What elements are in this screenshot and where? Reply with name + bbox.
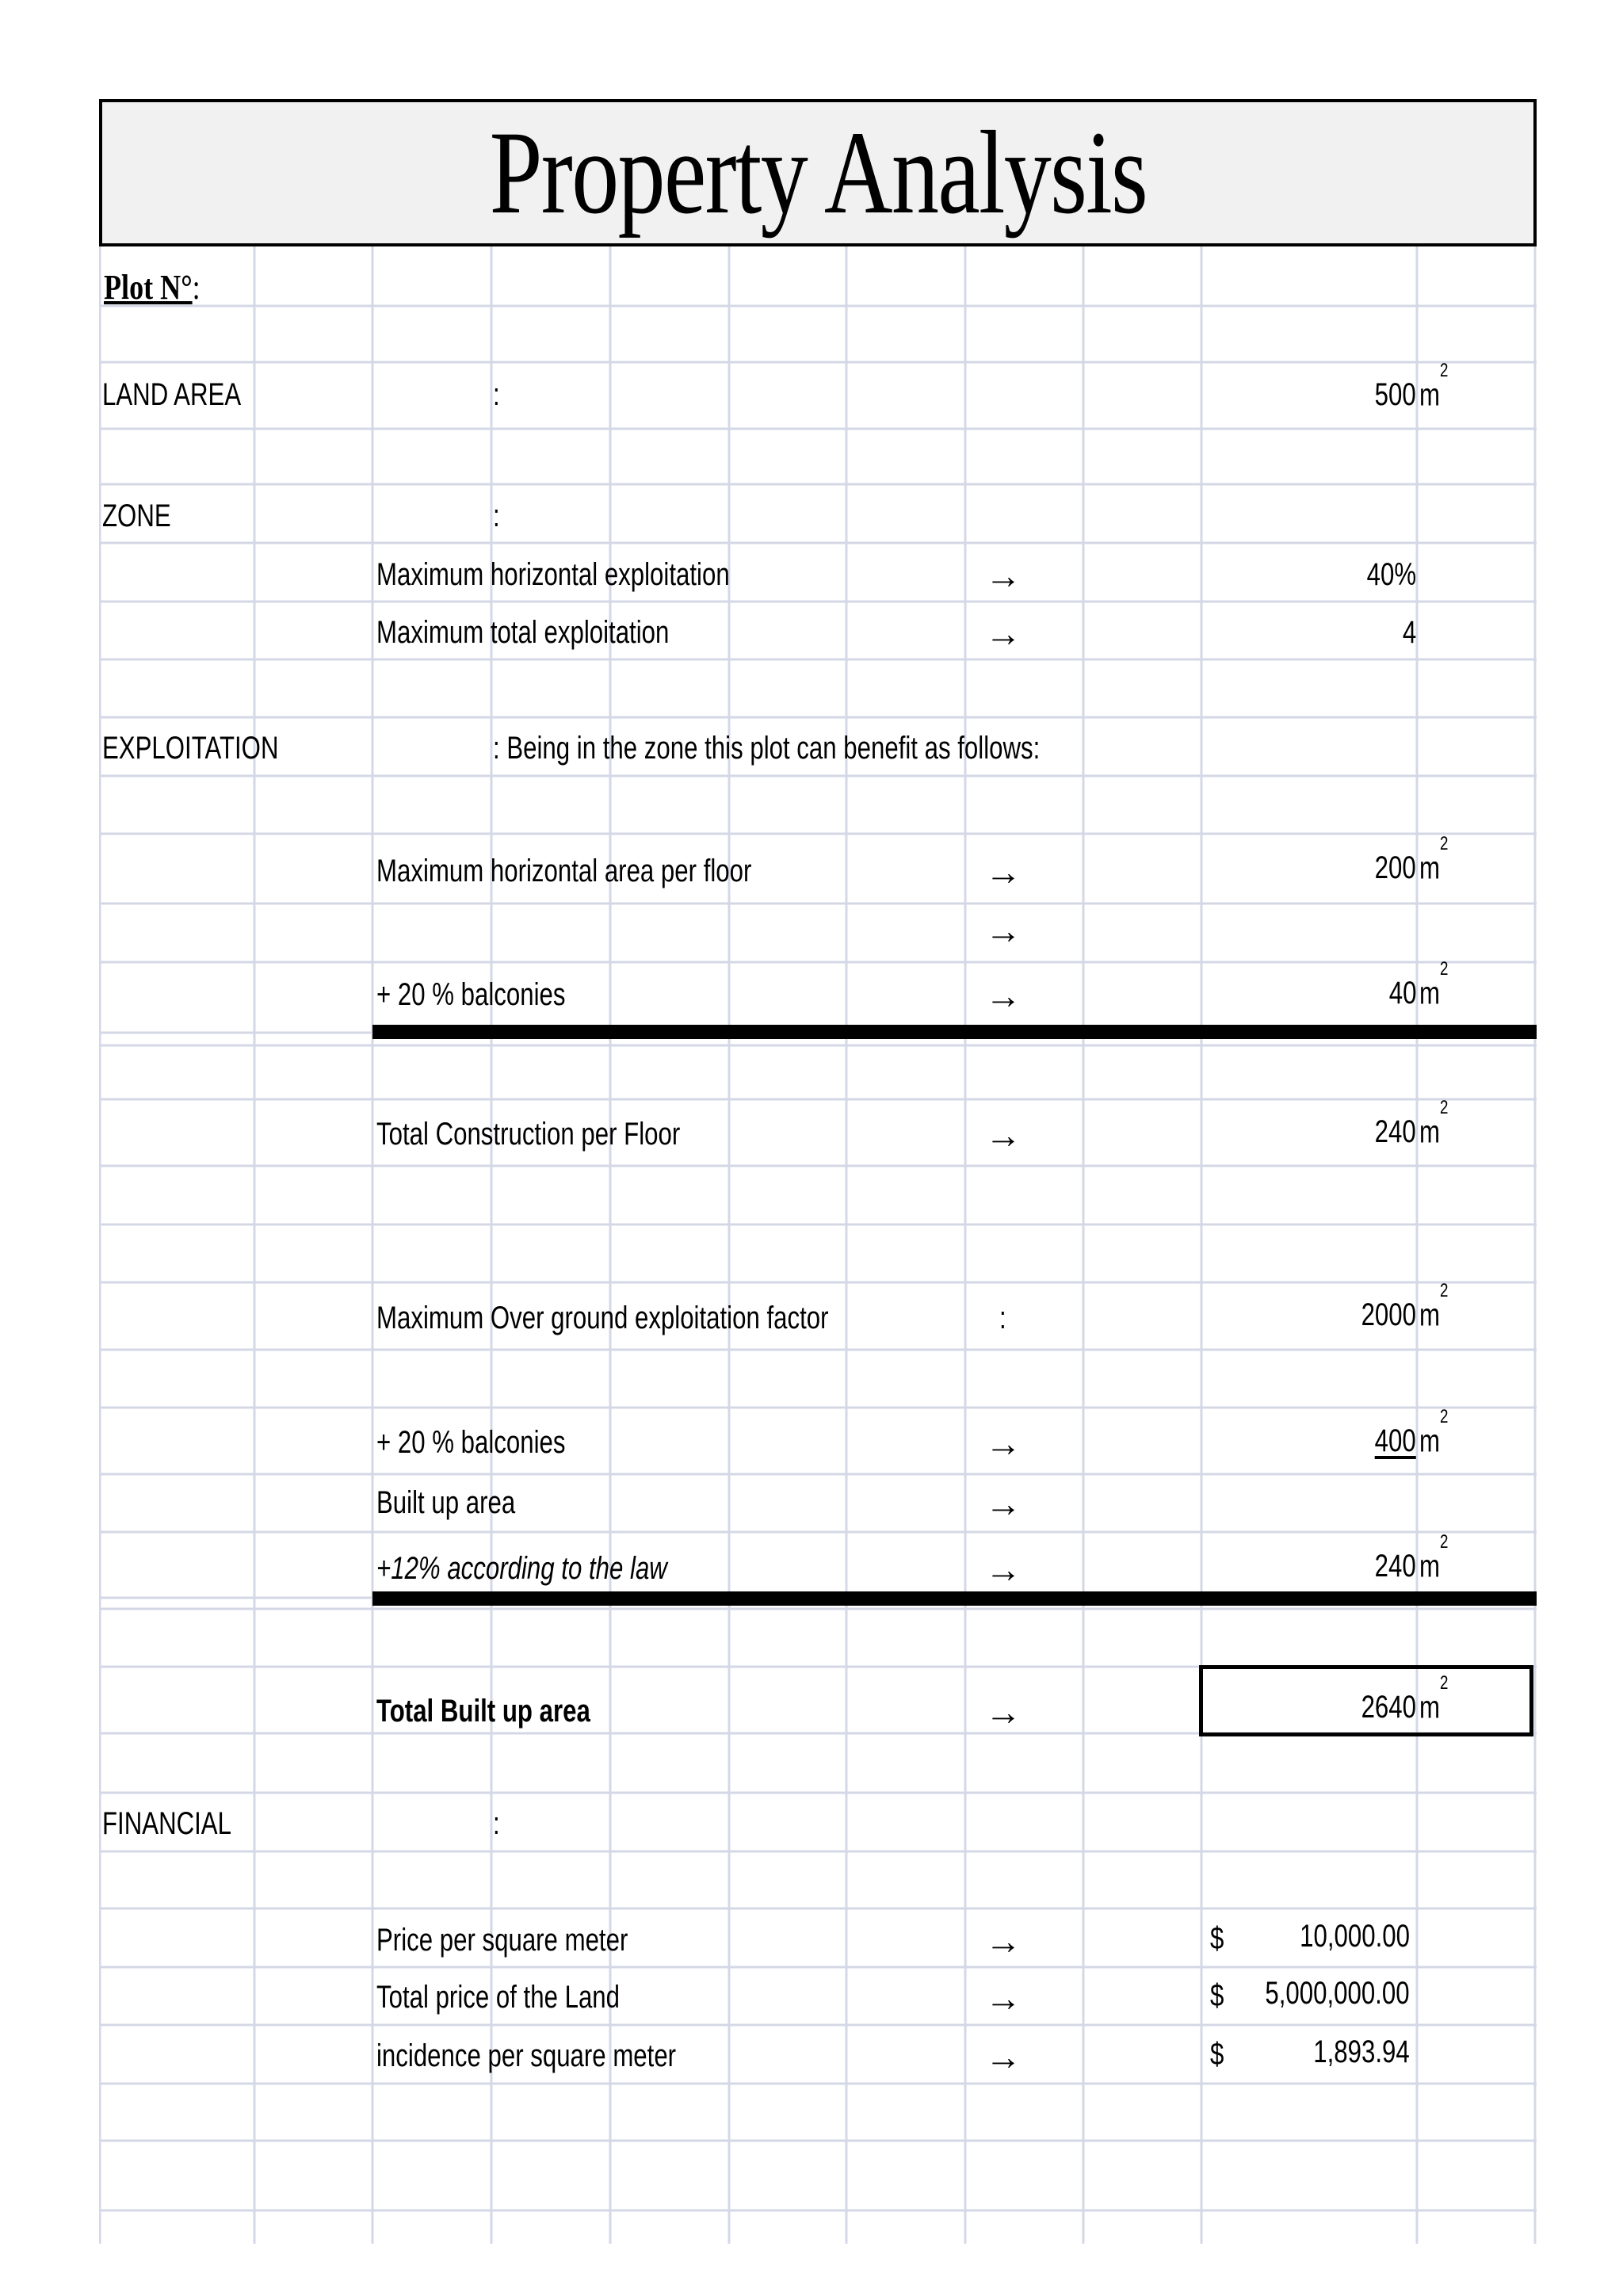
balconies-label: + 20 % balconies xyxy=(376,977,566,1012)
land-area-unit: $m^2$ xyxy=(1419,360,1449,413)
arrow-icon: → xyxy=(985,1920,1022,1962)
land-area-label: LAND AREA xyxy=(102,377,242,412)
exploitation-label: EXPLOITATION xyxy=(102,731,279,766)
arrow-icon: → xyxy=(985,1114,1022,1156)
law-value: 240 xyxy=(1374,1549,1416,1584)
total-construction-value: 240 xyxy=(1374,1114,1416,1149)
arrow-icon: → xyxy=(985,851,1022,892)
max-overground-label: Maximum Over ground exploitation factor xyxy=(376,1301,829,1335)
arrow-icon: → xyxy=(985,1691,1022,1733)
max-overground-colon: : xyxy=(999,1301,1006,1335)
max-horizontal-area-value: 200 xyxy=(1374,850,1416,885)
financial-row-value: 5,000,000.00 xyxy=(1265,1976,1410,2011)
financial-row-label: Total price of the Land xyxy=(376,1980,621,2015)
page-title: Property Analysis xyxy=(489,107,1147,239)
zone-colon: : xyxy=(493,499,500,533)
spreadsheet xyxy=(99,99,1537,2244)
financial-row-label: incidence per square meter xyxy=(376,2038,677,2073)
zone-row-label: Maximum horizontal exploitation xyxy=(376,557,730,592)
grid xyxy=(99,246,1537,2244)
financial-label: FINANCIAL xyxy=(102,1806,231,1841)
unit: $m^2$ xyxy=(1419,958,1449,1011)
total-construction-label: Total Construction per Floor xyxy=(376,1117,681,1152)
thick-divider xyxy=(372,1591,1537,1606)
financial-row-value: 1,893.94 xyxy=(1313,2034,1410,2069)
financial-colon: : xyxy=(493,1806,500,1841)
zone-row-label: Maximum total exploitation xyxy=(376,615,670,650)
unit: $m^2$ xyxy=(1419,1672,1449,1725)
unit: $m^2$ xyxy=(1419,1097,1449,1150)
plot-number-label: Plot N°: xyxy=(104,268,200,307)
thick-divider xyxy=(372,1025,1537,1039)
unit: $m^2$ xyxy=(1419,1406,1449,1459)
currency-symbol: $ xyxy=(1210,1978,1224,2013)
arrow-icon: → xyxy=(985,2036,1022,2077)
total-built-label: Total Built up area xyxy=(376,1694,590,1729)
balconies-label: + 20 % balconies xyxy=(376,1425,566,1460)
arrow-icon: → xyxy=(985,613,1022,654)
unit: $m^2$ xyxy=(1419,833,1449,886)
exploitation-note: : Being in the zone this plot can benefit as follows: xyxy=(493,731,1041,766)
arrow-icon: → xyxy=(985,1423,1022,1464)
currency-symbol: $ xyxy=(1210,2037,1224,2072)
max-overground-value: 2000 xyxy=(1361,1297,1416,1332)
arrow-icon: → xyxy=(985,555,1022,596)
unit: $m^2$ xyxy=(1419,1531,1449,1584)
title-banner xyxy=(99,99,1537,246)
total-built-value: 2640 xyxy=(1361,1690,1416,1725)
arrow-icon: → xyxy=(985,975,1022,1016)
arrow-icon: → xyxy=(985,1483,1022,1524)
land-area-colon: : xyxy=(493,377,500,412)
zone-row-value: 40% xyxy=(1366,557,1416,592)
arrow-icon: → xyxy=(985,1977,1022,2019)
financial-row-label: Price per square meter xyxy=(376,1923,628,1958)
zone-label: ZONE xyxy=(102,499,171,533)
arrow-icon: → xyxy=(985,1549,1022,1590)
max-horizontal-area-label: Maximum horizontal area per floor xyxy=(376,854,752,888)
balconies-value: 40 xyxy=(1388,976,1416,1010)
unit: $m^2$ xyxy=(1419,1280,1449,1333)
land-area-value: 500 xyxy=(1374,377,1416,412)
balconies-value: 400 xyxy=(1374,1423,1416,1458)
zone-row-value: 4 xyxy=(1402,615,1416,650)
financial-row-value: 10,000.00 xyxy=(1300,1919,1410,1954)
currency-symbol: $ xyxy=(1210,1921,1224,1956)
law-label: +12% according to the law xyxy=(376,1551,667,1586)
arrow-icon: → xyxy=(985,910,1022,951)
built-up-label: Built up area xyxy=(376,1485,516,1520)
